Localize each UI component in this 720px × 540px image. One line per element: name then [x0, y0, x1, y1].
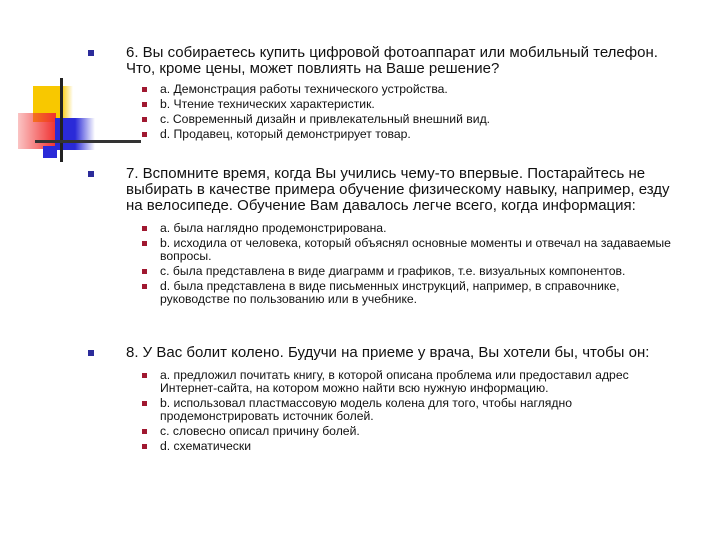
question-text: 8. У Вас болит колено. Будучи на приеме у врача, Вы хотели бы, чтобы он:	[126, 344, 650, 361]
option: a. была наглядно продемонстрирована.	[160, 221, 387, 235]
bullet-icon	[142, 269, 147, 274]
bullet-icon	[142, 401, 147, 406]
option: b. использовал пластмассовую модель колена для того, чтобы наглядно продемонстрировать источник болей.	[160, 396, 572, 423]
option: d. Продавец, который демонстрирует товар.	[160, 127, 411, 141]
option: b. исходила от человека, который объяснял основные моменты и отвечал на задаваемые вопросы.	[160, 236, 671, 263]
bullet-icon	[88, 50, 94, 56]
question-text: 7. Вспомните время, когда Вы учились чему-то впервые. Постарайтесь не выбирать в качестве примера обучение физическому навыку, например, езду на велосипеде. Обучение Вам давалось легче всего, когда информация:	[126, 165, 670, 214]
bullet-icon	[142, 284, 147, 289]
bullet-icon	[142, 132, 147, 137]
decoration-vertical-line	[60, 78, 63, 162]
option: d. схематически	[160, 439, 252, 453]
option: c. была представлена в виде диаграмм и графиков, т.е. визуальных компонентов.	[160, 264, 626, 278]
option: d. была представлена в виде письменных инструкций, например, в справочнике, руководстве по пользованию или в учебнике.	[160, 279, 620, 306]
question-6	[88, 45, 688, 143]
bullet-icon	[142, 444, 147, 449]
option: c. Современный дизайн и привлекательный внешний вид.	[160, 112, 491, 126]
bullet-icon	[142, 429, 147, 434]
bullet-icon	[88, 171, 94, 177]
option: c. словесно описал причину болей.	[160, 424, 360, 438]
question-text: 6. Вы собираетесь купить цифровой фотоаппарат или мобильный телефон. Что, кроме цены, может повлиять на Ваше решение?	[126, 44, 658, 77]
option: a. предложил почитать книгу, в которой описана проблема или предоставил адрес Интернет-сайта, на котором можно найти всю нужную информацию.	[160, 368, 629, 395]
option: a. Демонстрация работы технического устройства.	[160, 82, 448, 96]
bullet-icon	[142, 87, 147, 92]
decoration-red-square	[18, 113, 56, 149]
bullet-icon	[142, 373, 147, 378]
bullet-icon	[142, 226, 147, 231]
bullet-icon	[142, 241, 147, 246]
question-8	[88, 345, 688, 455]
bullet-icon	[142, 102, 147, 107]
question-7	[88, 166, 688, 308]
bullet-icon	[88, 350, 94, 356]
bullet-icon	[142, 117, 147, 122]
option: b. Чтение технических характеристик.	[160, 97, 375, 111]
decoration-blue-small	[43, 146, 57, 158]
